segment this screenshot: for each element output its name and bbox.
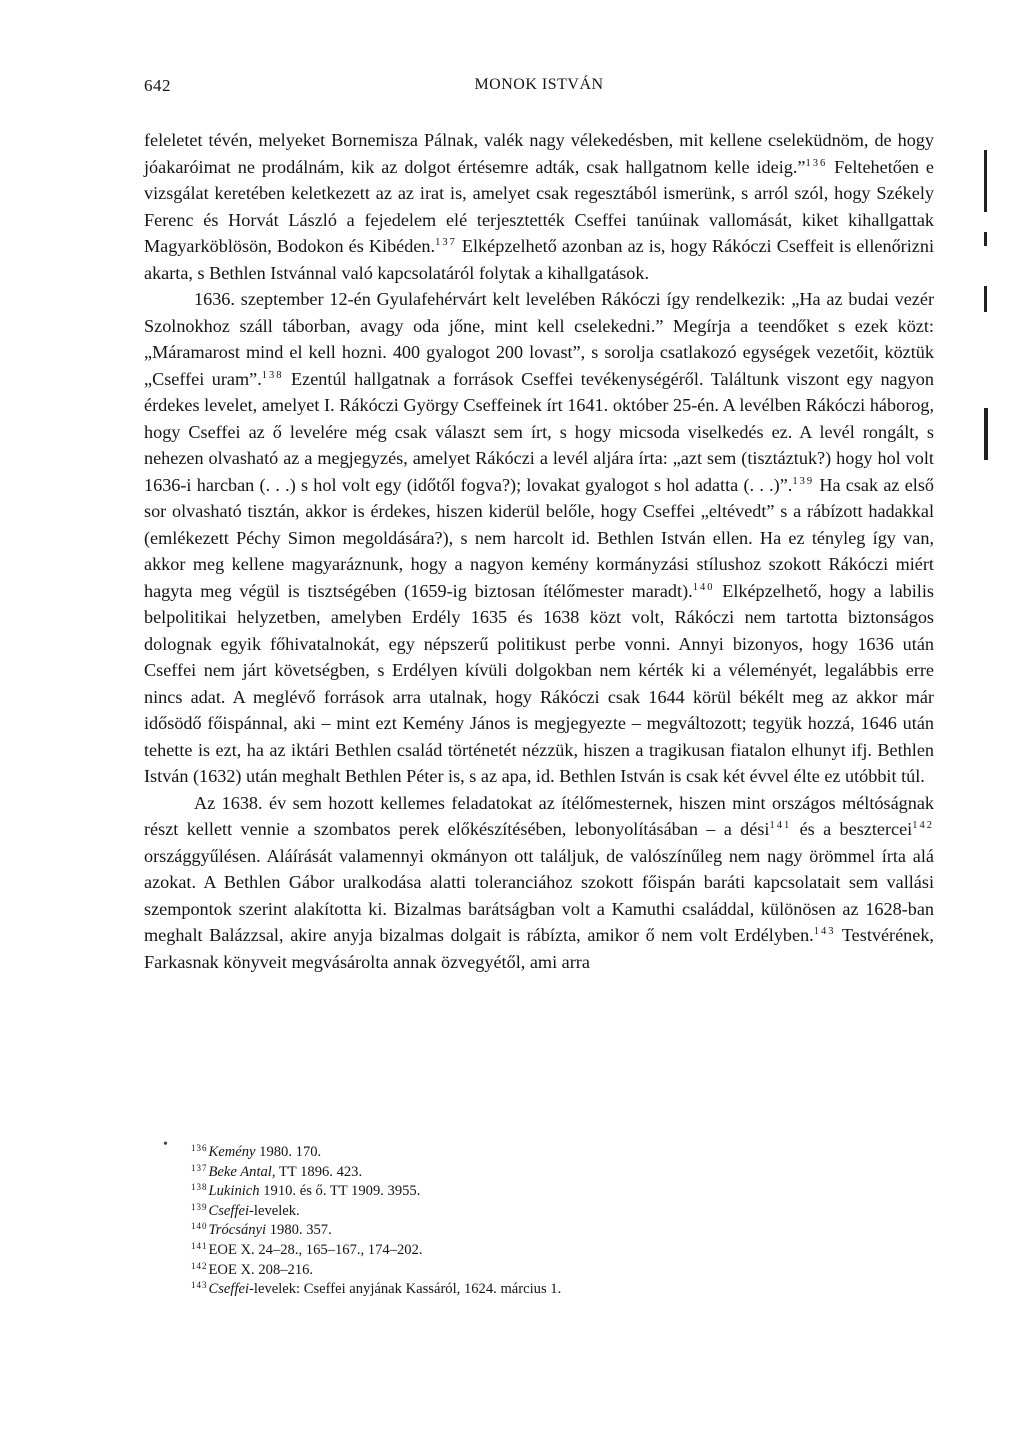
footnote-142 <box>191 1261 911 1281</box>
text-run: Az 1638. év sem hozott kellemes feladatokat az ítélőmesternek, hiszen mint országos méltóságnak részt kellett vennie a szombatos perek előkészítésében, lebonyolításában – a dési <box>144 792 934 839</box>
footnotes <box>163 1137 911 1300</box>
footnote-number: 140 <box>191 1221 208 1232</box>
footnote-ref-137: 137 <box>435 237 457 248</box>
scan-margin-marks <box>984 0 1004 1442</box>
scan-mark <box>984 286 987 312</box>
footnote-ref-141: 141 <box>769 820 792 831</box>
footnote-author: Trócsányi <box>208 1222 267 1239</box>
footnote-text: -levelek. <box>249 1202 300 1219</box>
footnote-text: EOE X. 208–216. <box>208 1261 314 1278</box>
footnote-number: 143 <box>191 1280 208 1291</box>
text-run: Ezentúl hallgatnak a források Cseffei tevékenységéről. Találtunk viszont egy nagyon érdekes levelet, amelyet I. Rákóczi György Cseffeinek írt 1641. október 25-én. A levélben Rákóczi háborog, hogy Cseffei az ő levelére még csak választ sem írt, s hogy micsoda viselkedés ez. A levél rongált, s nehezen olvasható az a megjegyzés, amelyet Rákóczi a levél aljára írta: „azt sem (tisztáztuk?) hogy hol volt 1636-i harcban (. . .) s hol volt egy (időtől fogva?); lovakat gyalogot s hol adatta (. . .)”. <box>144 368 934 495</box>
footnote-number: 142 <box>191 1260 208 1271</box>
text-run: Elképzelhető azonban az is, hogy Rákóczi Cseffeit is ellenőrizni akarta, s Bethlen Istvánnal való kapcsolatáról folytak a kihallgatások. <box>144 236 934 283</box>
paragraph-1 <box>144 127 934 286</box>
text-run: Elképzelhető, hogy a labilis belpolitikai helyzetben, amelyben Erdély 1635 és 1638 közt volt, Rákóczi nem tartotta biztonságos dolognak egyik főhivatalnokát, egy népszerű politikust perbe vonni. Annyi bizonyos, hogy 1636 után Cseffei nem járt követségben, s Erdélyen kívüli dolgokban nem kérték ki a véleményét, legalábbis erre nincs adat. A meglévő források arra utalnak, hogy Rákóczi csak 1644 körül békélt meg az akkor már idősödő főispánnal, aki – mint ezt Kemény János is megjegyezte – megváltozott; tegyük hozzá, 1646 után tehette is ezt, ha az iktári Bethlen család történetét nézzük, hiszen a tragikusan fiatalon elhunyt ifj. Bethlen István (1632) után meghalt Bethlen Péter is, s az apa, id. Bethlen István is csak két évvel élte ez utóbbit túl. <box>144 580 934 786</box>
page-header <box>144 76 934 100</box>
footnote-ref-139: 139 <box>792 475 815 487</box>
footnote-ref-140: 140 <box>692 581 715 593</box>
page-number: 642 <box>144 76 171 95</box>
running-head: MONOK ISTVÁN <box>474 76 604 93</box>
footnote-author: Lukinich <box>208 1183 260 1200</box>
footnote-text: 1980. 170. <box>255 1144 322 1160</box>
footnote-author: Cseffei <box>208 1202 250 1219</box>
footnote-ref-143: 143 <box>813 926 836 937</box>
footnote-author: Cseffei <box>208 1281 250 1298</box>
text-run: Testvérének, Farkasnak könyveit megvásárolta annak özvegyétől, ami arra <box>144 925 934 972</box>
text-run: Ha csak az első sor olvasható tisztán, akkor is érdekes, hiszen kiderül belőle, hogy Cseffei „eltévedt” s a rábízott hadakkal (emlékezett Péchy Simon megoldására?), s nem harcolt id. Bethlen István ellen. Ha ez tényleg így van, akkor meg kellene magyaráznunk, hogy a nagyon kemény kormányzási stílushoz szokott Rákóczi miért hagyta meg végül is tisztségében (1659-ig biztosan ítélőmester maradt). <box>144 474 934 601</box>
scan-mark <box>984 232 987 246</box>
footnote-140 <box>191 1221 911 1241</box>
footnote-ref-136: 136 <box>805 157 828 169</box>
footnote-141 <box>191 1241 911 1261</box>
footnote-137 <box>191 1163 911 1183</box>
footnote-number: 141 <box>191 1240 208 1251</box>
body-text <box>144 127 934 975</box>
footnote-number: 139 <box>191 1201 208 1212</box>
scan-mark <box>984 150 987 212</box>
scan-mark <box>984 408 988 460</box>
text-run: Feltehetően e vizsgálat keretében keletkezett az az irat is, amelyet csak regesztából ismerünk, s arról szól, hogy Székely Ferenc és Horvát László a fejedelem elé terjesztették Cseffei tanúinak vallomását, kiket kihallgattak Magyarköblösön, Bodokon és Kibéden. <box>144 156 935 256</box>
footnote-text: 1980. 357. <box>266 1222 332 1239</box>
footnote-number: 136 <box>191 1143 208 1153</box>
paragraph-2 <box>144 286 934 790</box>
footnote-text: TT 1896. 423. <box>275 1163 363 1180</box>
footnote-text: -levelek: Cseffei anyjának Kassáról, 1624. március 1. <box>249 1281 562 1298</box>
paragraph-3 <box>144 790 934 976</box>
footnote-number: 137 <box>191 1162 208 1173</box>
stray-dot-mark: • <box>163 1137 168 1152</box>
text-run: országgyűlésen. Aláírását valamennyi okmányon ott találjuk, de valószínűleg nem nagy örömmel írta alá azokat. A Bethlen Gábor uralkodása alatti toleranciához szokott főispán baráti kapcsolatait sem vallási szempontok szerint alakította ki. Bizalmas barátságban volt a Kamuthi családdal, különösen az 1628-ban meghalt Balázzsal, akire anyja bizalmas dolgait is rábízta, amikor ő nem volt Erdélyben. <box>144 845 934 945</box>
footnote-143 <box>191 1280 911 1300</box>
footnote-text: 1910. és ő. TT 1909. 3955. <box>259 1183 421 1200</box>
footnote-ref-142: 142 <box>912 820 934 831</box>
text-run: 1636. szeptember 12-én Gyulafehérvárt kelt levelében Rákóczi így rendelkezik: „Ha az budai vezér Szolnokhoz száll táborban, avagy oda jőne, mint kell cselekedni.” Megírja a teendőket s ezek közt: „Máramarost mind el kell hozni. 400 gyalogot 200 lovast”, s sorolja csatlakozó egységek vezetőit, köztük „Cseffei uram”. <box>144 289 934 389</box>
footnote-136 <box>191 1143 911 1163</box>
footnote-139 <box>191 1202 911 1222</box>
footnote-author: Kemény <box>208 1144 256 1160</box>
text-run: és a besztercei <box>791 819 913 839</box>
footnote-138 <box>191 1182 911 1202</box>
footnote-number: 138 <box>191 1182 208 1193</box>
footnote-text: EOE X. 24–28., 165–167., 174–202. <box>208 1241 423 1258</box>
text-run: feleletet tévén, melyeket Bornemisza Pálnak, valék nagy vélekedésben, mit kellene cseleküdnöm, de hogy jóakaróimat ne prodálnám, kik az dolgot értésemre adták, csak hallgatnom kelle ideig.” <box>144 130 934 177</box>
footnote-ref-138: 138 <box>261 369 284 381</box>
footnote-author: Beke Antal, <box>208 1163 276 1180</box>
